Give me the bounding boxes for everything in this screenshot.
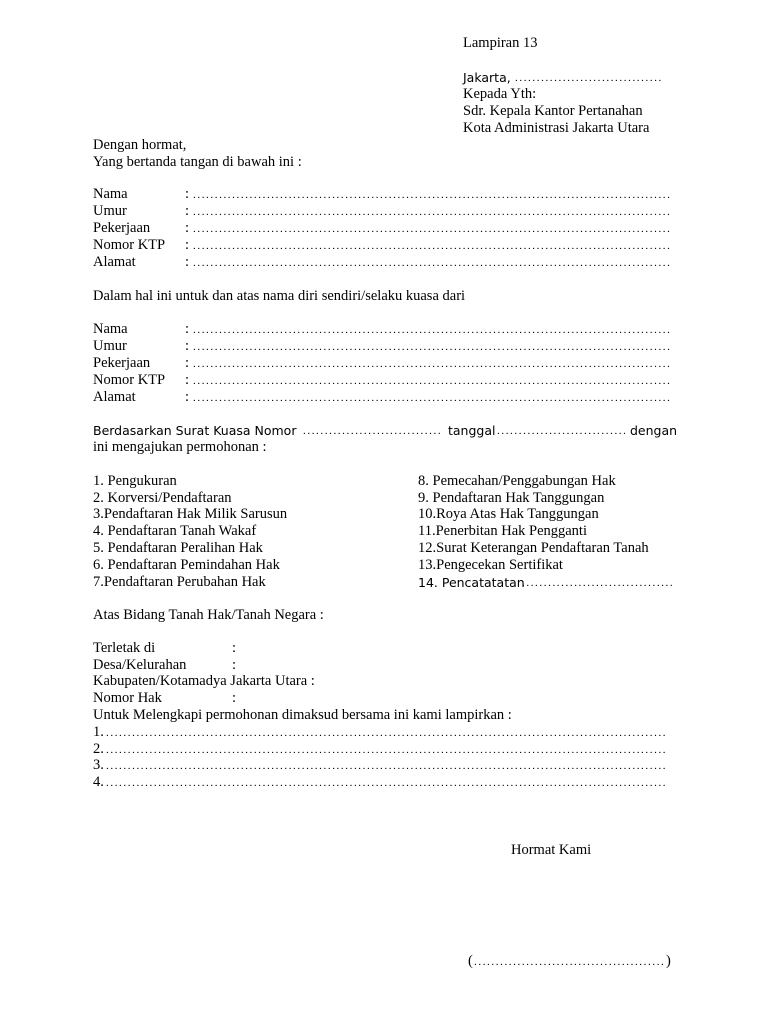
field-label: Nomor KTP [93,372,166,388]
closing: Hormat Kami [511,842,592,858]
attachment-blank[interactable] [106,724,666,741]
field-blank[interactable] [193,220,671,237]
city-label: Jakarta, [463,70,511,85]
request-14-blank[interactable] [522,574,674,591]
field-colon: : [232,657,237,673]
field-blank[interactable] [193,186,671,203]
field-colon: : [185,355,190,371]
attachment-line-2 [93,741,673,758]
attachment-number: 4. [93,774,104,790]
signature-open-paren: ( [468,953,473,969]
field-blank[interactable] [193,203,671,220]
attachment-line-3 [93,757,673,774]
applicant-field-name [93,186,693,203]
attachment-blank[interactable] [106,741,666,758]
proxy-field-address [93,389,693,406]
field-colon: : [185,321,190,337]
field-colon: : [185,372,190,388]
poa-date-blank[interactable] [497,422,625,439]
field-blank[interactable] [193,355,671,372]
request-option[interactable]: 5. Pendaftaran Peralihan Hak [93,540,263,556]
field-colon: : [185,254,190,270]
field-blank[interactable] [193,372,671,389]
field-label: Alamat [93,389,136,405]
field-colon: : [185,338,190,354]
poa-date-label: tanggal [448,423,496,438]
field-colon: : [185,389,190,405]
field-colon: : [232,690,237,706]
field-blank[interactable] [193,338,671,355]
field-label: Terletak di [93,640,156,656]
to-label: Kepada Yth: [463,86,537,102]
request-option[interactable]: 9. Pendaftaran Hak Tanggungan [418,490,605,506]
field-colon: : [185,186,190,202]
signature-blank[interactable] [474,953,665,970]
attachment-blank[interactable] [106,757,666,774]
request-option[interactable]: 3.Pendaftaran Hak Milik Sarusun [93,506,288,522]
recipient-line-2: Kota Administrasi Jakarta Utara [463,120,650,136]
proxy-intro: Dalam hal ini untuk dan atas nama diri sendiri/selaku kuasa dari [93,288,466,304]
applicant-field-id-number [93,237,693,254]
land-field-right-number [93,690,393,707]
field-label: Desa/Kelurahan [93,657,187,673]
field-label: Nomor KTP [93,237,166,253]
request-option[interactable]: 2. Korversi/Pendaftaran [93,490,232,506]
request-option[interactable]: 10.Roya Atas Hak Tanggungan [418,506,599,522]
request-option[interactable]: 7.Pendaftaran Perubahan Hak [93,574,266,590]
proxy-field-occupation [93,355,693,372]
request-option[interactable]: 6. Pendaftaran Pemindahan Hak [93,557,280,573]
field-blank[interactable] [193,321,671,338]
field-blank[interactable] [193,389,671,406]
attachment-number: Lampiran 13 [463,35,538,51]
attachment-line-4 [93,774,673,791]
poa-suffix: dengan [630,423,678,438]
field-label: Alamat [93,254,136,270]
field-label: Umur [93,203,127,219]
attachment-number: 3. [93,757,104,773]
poa-number-blank[interactable] [303,422,443,439]
request-option[interactable]: 8. Pemecahan/Penggabungan Hak [418,473,616,489]
land-field-village [93,657,393,674]
attachment-number: 1. [93,724,104,740]
field-colon: : [232,640,237,656]
applicant-field-address [93,254,693,271]
field-label: Umur [93,338,127,354]
field-blank[interactable] [193,237,671,254]
field-blank[interactable] [193,254,671,271]
poa-prefix: Berdasarkan Surat Kuasa Nomor [93,423,297,438]
field-label: Nomor Hak [93,690,162,706]
signature-close-paren: ) [666,953,671,969]
request-option[interactable]: 11.Penerbitan Hak Pengganti [418,523,587,539]
land-field-located [93,640,393,657]
attachment-blank[interactable] [106,774,666,791]
field-label: Pekerjaan [93,355,151,371]
date-blank[interactable] [515,69,663,86]
field-colon: : [185,203,190,219]
field-label: Nama [93,321,128,337]
request-option[interactable]: 12.Surat Keterangan Pendaftaran Tanah [418,540,649,556]
proxy-field-name [93,321,693,338]
attachments-intro: Untuk Melengkapi permohonan dimaksud bersama ini kami lampirkan : [93,707,512,723]
applicant-field-occupation [93,220,693,237]
land-field-regency: Kabupaten/Kotamadya Jakarta Utara : [93,673,315,689]
intro-text: Yang bertanda tangan di bawah ini : [93,154,302,170]
field-label: Nama [93,186,128,202]
field-colon: : [185,237,190,253]
poa-line-2: ini mengajukan permohonan : [93,439,267,455]
request-option[interactable]: 4. Pendaftaran Tanah Wakaf [93,523,257,539]
recipient-line-1: Sdr. Kepala Kantor Pertanahan [463,103,643,119]
land-heading: Atas Bidang Tanah Hak/Tanah Negara : [93,607,324,623]
applicant-field-age [93,203,693,220]
greeting: Dengan hormat, [93,137,187,153]
attachment-line-1 [93,724,673,741]
request-option-14[interactable]: 14. Pencatatatan [418,575,525,590]
request-option[interactable]: 1. Pengukuran [93,473,177,489]
field-colon: : [185,220,190,236]
field-label: Pekerjaan [93,220,151,236]
attachment-number: 2. [93,741,104,757]
request-option[interactable]: 13.Pengecekan Sertifikat [418,557,563,573]
proxy-field-id-number [93,372,693,389]
proxy-field-age [93,338,693,355]
